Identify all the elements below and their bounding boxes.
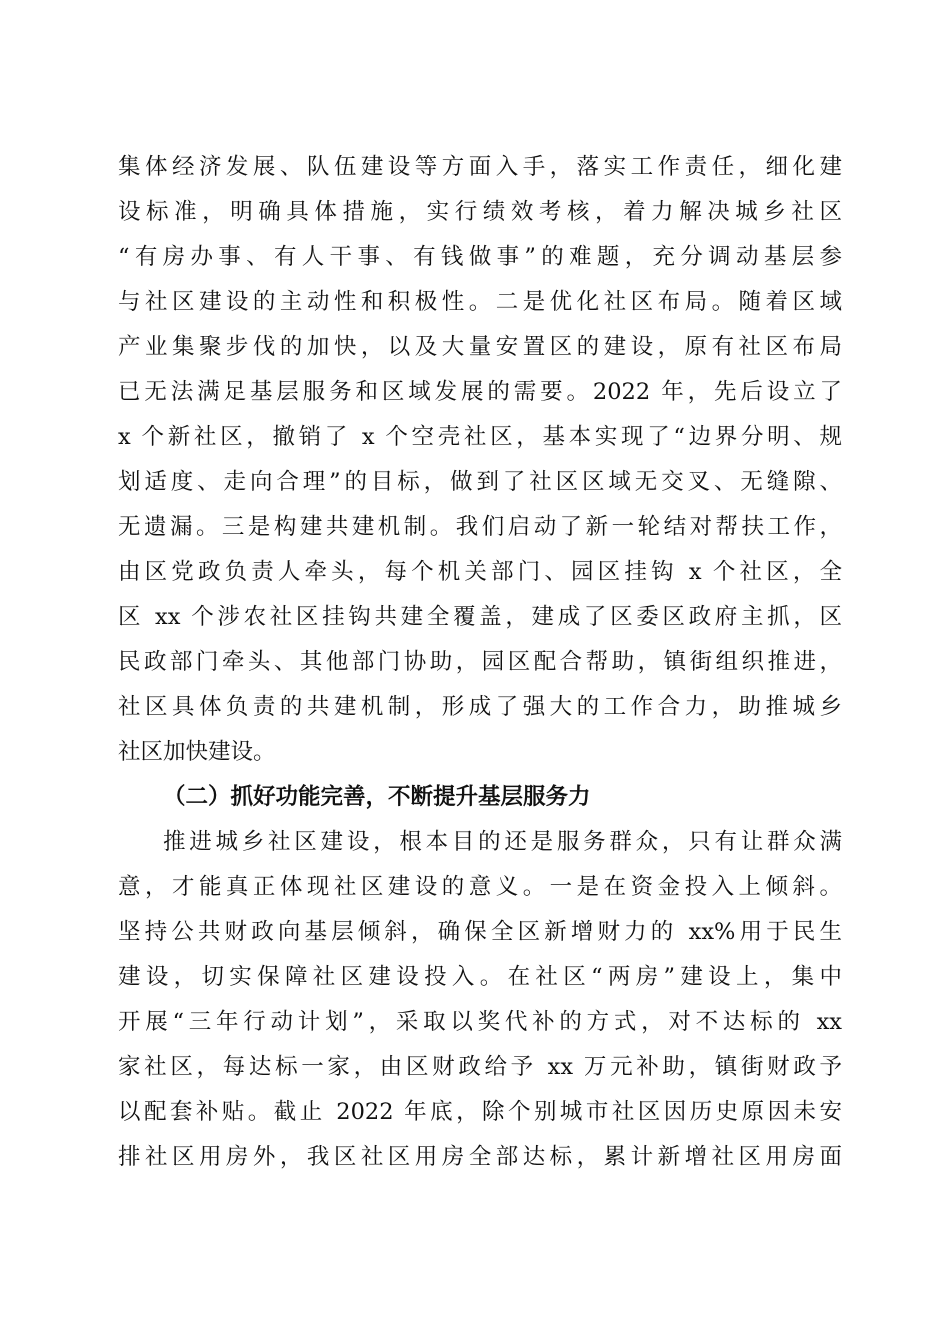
paragraph-community-building: [118, 145, 842, 775]
text-line: 设标准，明确具体措施，实行绩效考核，着力解决城乡社区: [118, 199, 842, 225]
section-heading: （二）抓好功能完善，不断提升基层服务力: [163, 784, 591, 810]
text-line: 排社区用房外，我区社区用房全部达标，累计新增社区用房面: [118, 1144, 842, 1170]
text-line: 产业集聚步伐的加快，以及大量安置区的建设，原有社区布局: [118, 334, 842, 360]
text-line: 社区具体负责的共建机制，形成了强大的工作合力，助推城乡: [118, 694, 842, 720]
text-line: 已无法满足基层服务和区域发展的需要。2022 年，先后设立了: [118, 379, 842, 405]
text-line: 社区加快建设。: [118, 739, 276, 765]
paragraph-service-improvement: [118, 820, 842, 1180]
text-line: 家社区，每达标一家，由区财政给予 xx 万元补助，镇街财政予: [118, 1054, 842, 1080]
text-line: “有房办事、有人干事、有钱做事”的难题，充分调动基层参: [118, 244, 842, 270]
text-line: 与社区建设的主动性和积极性。二是优化社区布局。随着区域: [118, 289, 842, 315]
text-line: 无遗漏。三是构建共建机制。我们启动了新一轮结对帮扶工作，: [118, 514, 842, 540]
text-line: 意，才能真正体现社区建设的意义。一是在资金投入上倾斜。: [118, 874, 842, 900]
text-line: x 个新社区，撤销了 x 个空壳社区，基本实现了“边界分明、规: [118, 424, 842, 450]
text-line: 集体经济发展、队伍建设等方面入手，落实工作责任，细化建: [118, 154, 842, 180]
text-line: 建设，切实保障社区建设投入。在社区“两房”建设上，集中: [118, 964, 842, 990]
text-line: 由区党政负责人牵头，每个机关部门、园区挂钩 x 个社区，全: [118, 559, 842, 585]
text-line: 开展“三年行动计划”，采取以奖代补的方式，对不达标的 xx: [118, 1009, 842, 1035]
document-page: [118, 145, 842, 1180]
text-line: 推进城乡社区建设，根本目的还是服务群众，只有让群众满: [163, 829, 842, 855]
text-line: 区 xx 个涉农社区挂钩共建全覆盖，建成了区委区政府主抓，区: [118, 604, 842, 630]
text-line: 划适度、走向合理”的目标，做到了社区区域无交叉、无缝隙、: [118, 469, 842, 495]
text-line: 坚持公共财政向基层倾斜，确保全区新增财力的 xx%用于民生: [118, 919, 842, 945]
text-line: 民政部门牵头、其他部门协助，园区配合帮助，镇街组织推进，: [118, 649, 842, 675]
text-line: 以配套补贴。截止 2022 年底，除个别城市社区因历史原因未安: [118, 1099, 842, 1125]
